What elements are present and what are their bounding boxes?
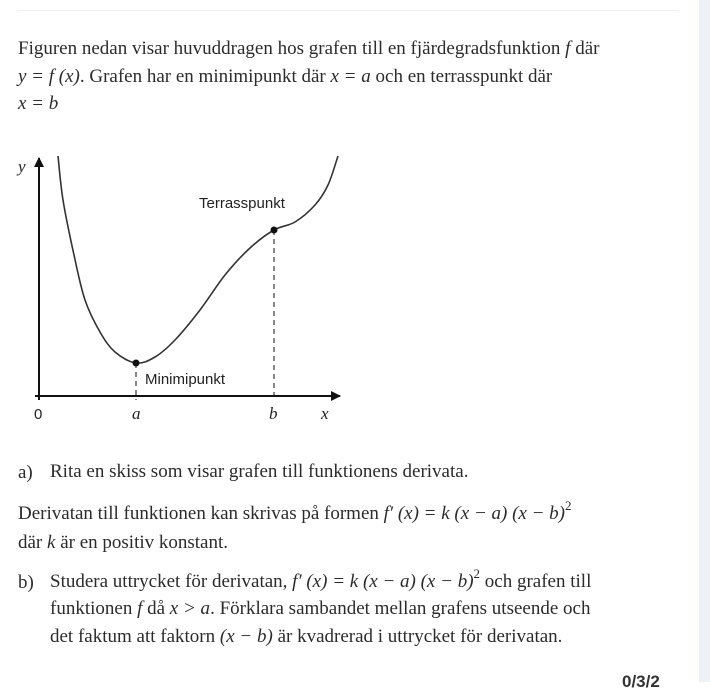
intro-line-1 — [18, 39, 599, 58]
part-b-text: . Förklara sambandet mellan grafens utseende och — [210, 598, 591, 619]
intro-text: . Grafen har en minimipunkt där — [79, 66, 331, 87]
tick-label-a: a — [132, 404, 141, 423]
derivative-formula: f′ (x) = k (x − a) (x − b) — [383, 503, 566, 524]
y-axis-label: y — [18, 157, 26, 176]
origin-label: 0 — [34, 406, 43, 423]
part-a-text: Rita en skiss som visar grafen till funktionens derivata. — [50, 461, 469, 482]
minimum-point — [133, 360, 140, 367]
math-k: k — [47, 532, 56, 553]
part-b-text: Studera uttrycket för derivatan, — [50, 571, 293, 592]
part-b-line-1 — [50, 566, 592, 592]
exponent: 2 — [473, 566, 481, 581]
math-expression: x = b — [18, 93, 59, 114]
math-expression: x > a — [169, 598, 211, 619]
part-b-text: är kvadrerad i uttrycket för derivatan. — [272, 626, 563, 647]
part-b — [18, 572, 34, 594]
annotation-minimipunkt: Minimipunkt — [145, 371, 226, 388]
intro-text: där — [570, 38, 600, 59]
function-curve — [58, 156, 338, 363]
part-b-label: b) — [18, 572, 34, 593]
part-b-text: och grafen till — [480, 571, 592, 592]
derivative-line-2 — [18, 533, 228, 552]
math-expression: y = f (x) — [18, 66, 80, 87]
part-b-line-2 — [50, 599, 590, 618]
part-a-label: a) — [18, 462, 33, 483]
derivative-text: är en positiv konstant. — [55, 532, 229, 553]
part-b-text: funktionen — [50, 598, 138, 619]
x-axis-label: x — [321, 404, 329, 423]
math-f: f — [137, 598, 143, 619]
part-b-line-3 — [50, 627, 562, 646]
top-divider — [18, 10, 678, 11]
derivative-text: där — [18, 532, 48, 553]
math-f: f — [565, 38, 571, 59]
part-b-text: då — [142, 598, 170, 619]
score-indicator: 0/3/2 — [622, 672, 660, 691]
intro-line-2 — [18, 67, 552, 86]
math-expression: x = a — [330, 66, 371, 87]
terrace-point — [271, 227, 278, 234]
function-graph — [0, 140, 360, 430]
derivative-formula: f′ (x) = k (x − a) (x − b) — [292, 571, 474, 592]
intro-text: Figuren nedan visar huvuddragen hos grafen till en fjärdegradsfunktion — [18, 38, 566, 59]
intro-text: och en terrasspunkt där — [370, 66, 553, 87]
annotation-terrasspunkt: Terrasspunkt — [199, 195, 285, 212]
tick-label-b: b — [269, 404, 278, 423]
derivative-line-1 — [18, 498, 572, 524]
part-a — [18, 462, 33, 484]
exponent: 2 — [565, 498, 572, 513]
side-scrollbar-track[interactable] — [699, 0, 710, 682]
derivative-text: Derivatan till funktionen kan skrivas på formen — [18, 503, 384, 524]
part-b-text: det faktum att faktorn — [50, 626, 220, 647]
math-expression: (x − b) — [219, 626, 273, 647]
intro-line-3 — [18, 94, 58, 113]
